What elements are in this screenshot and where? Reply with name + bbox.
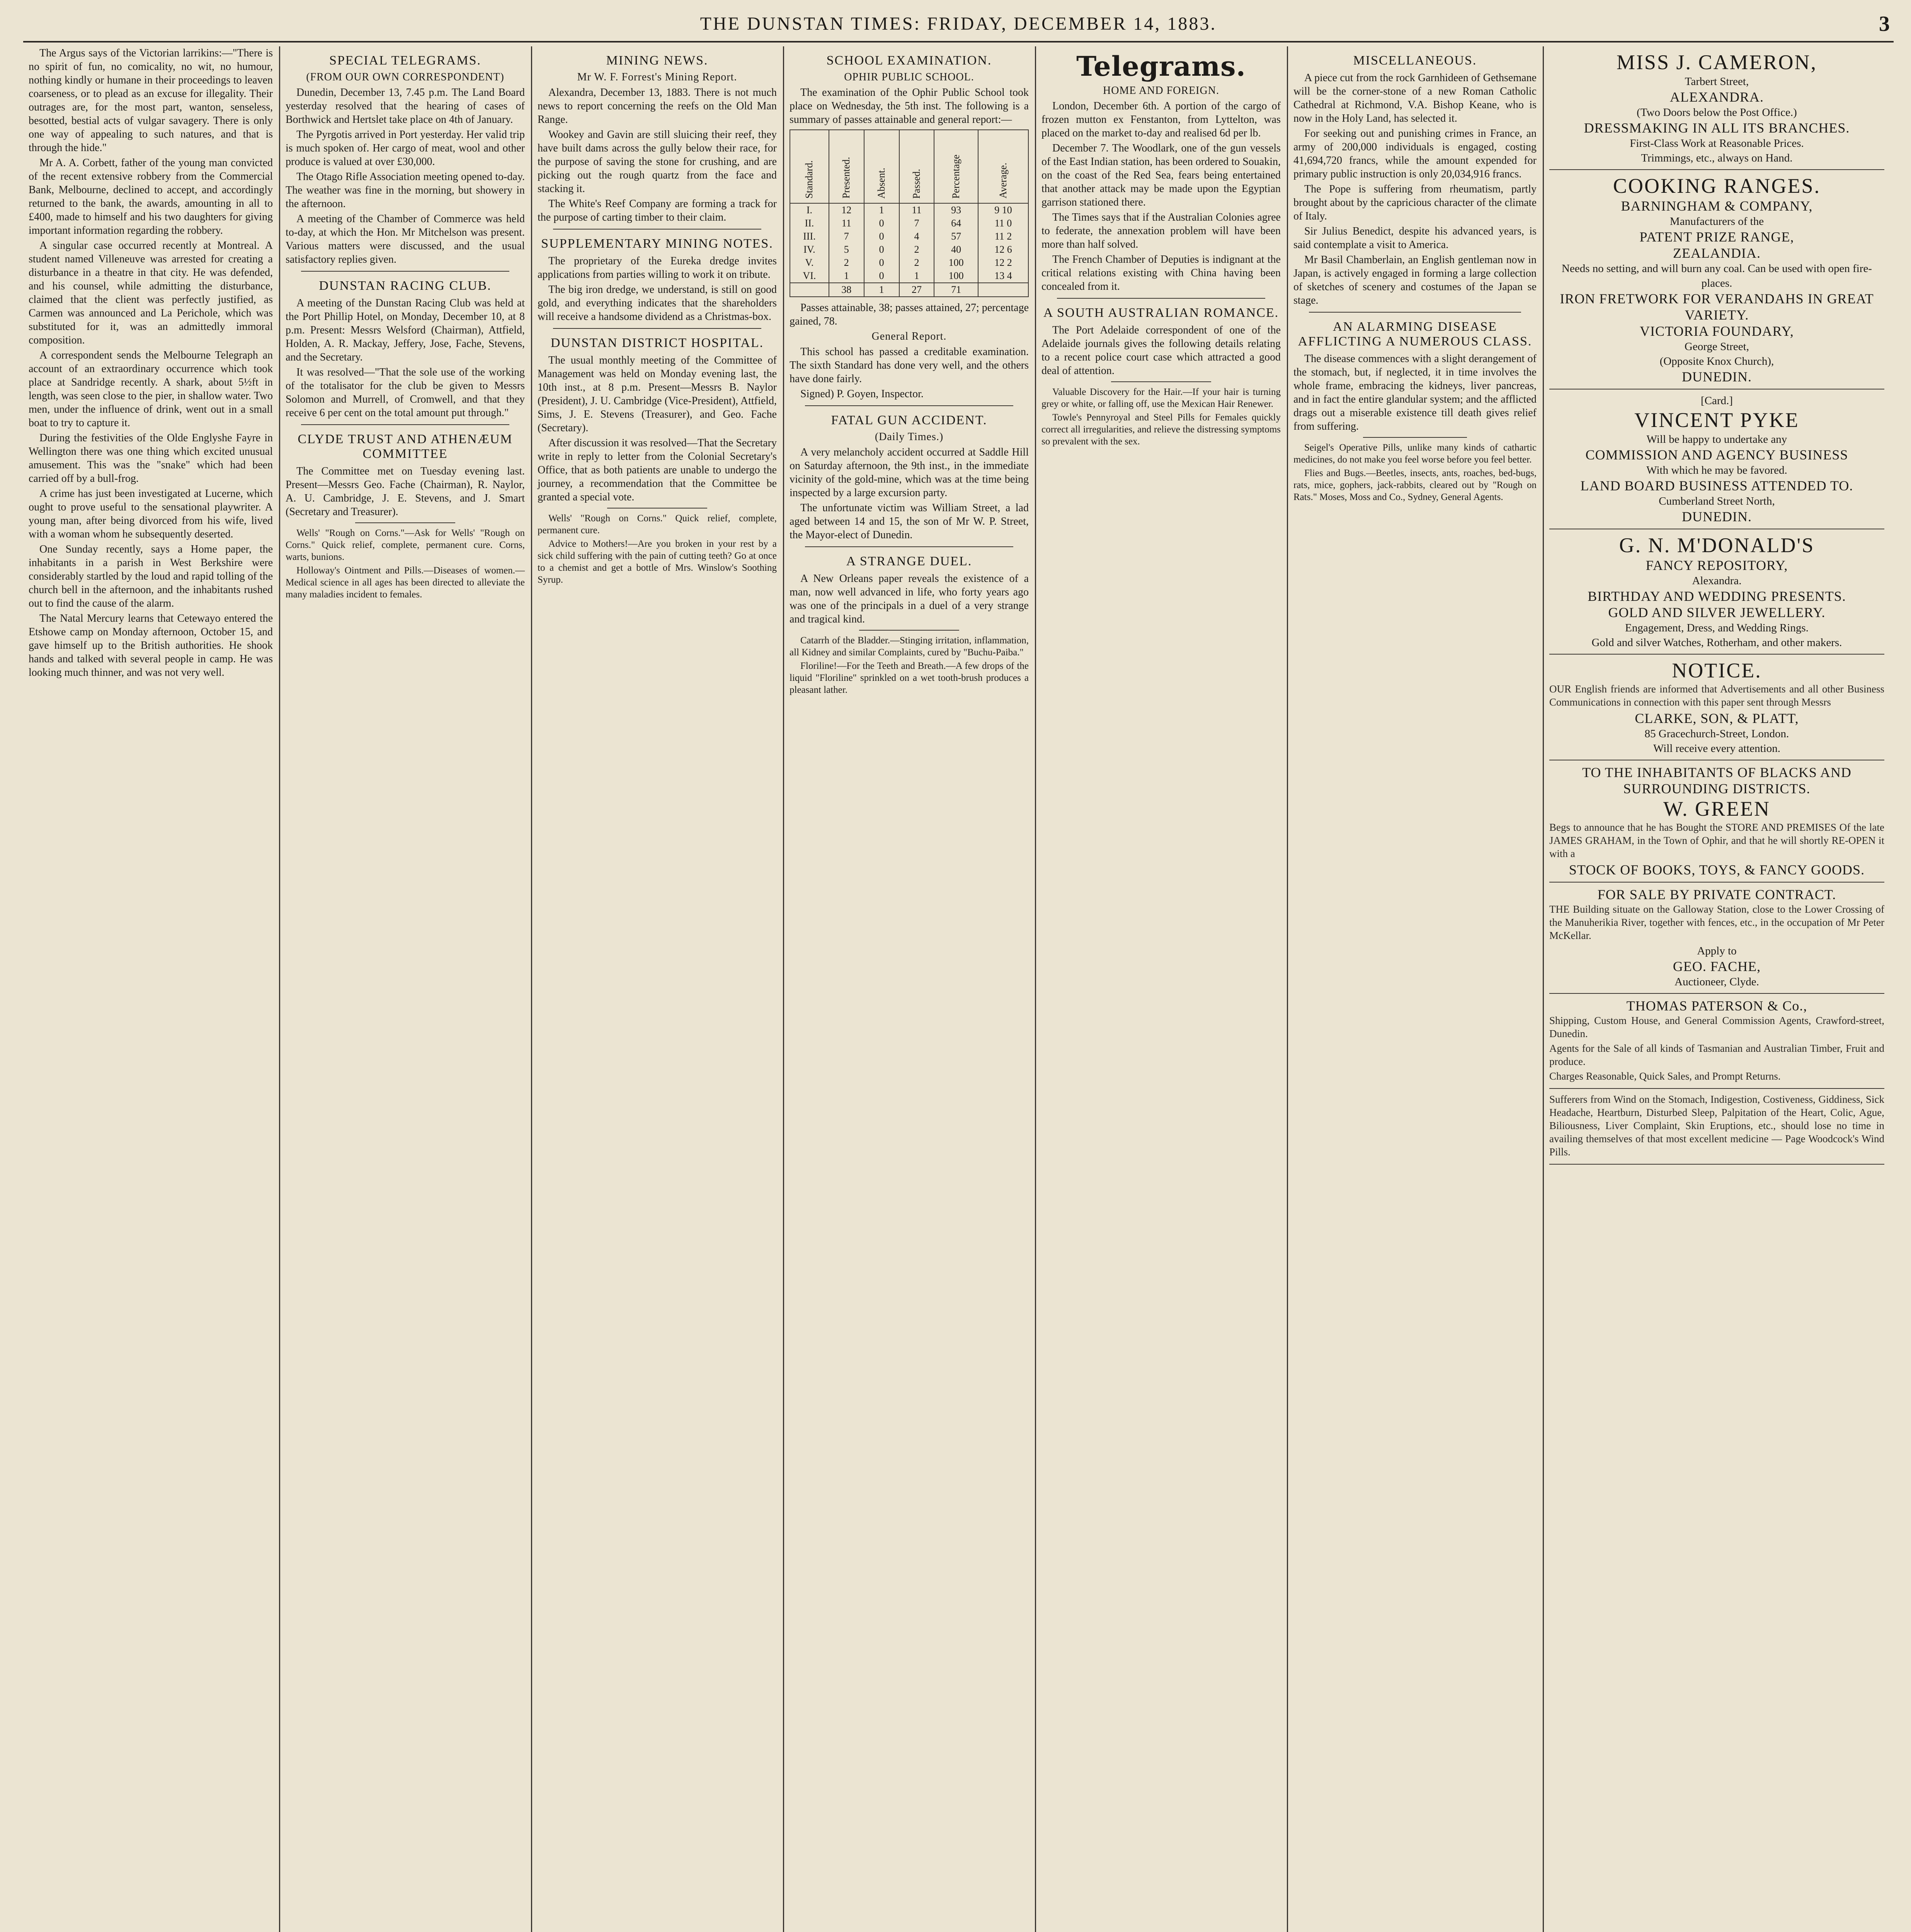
advert-line: Trimmings, etc., always on Hand. <box>1641 152 1793 164</box>
advert-heading: W. GREEN <box>1663 797 1770 820</box>
table-cell: I. <box>790 203 829 217</box>
table-header: Standard. <box>790 130 829 203</box>
advert-line: Auctioneer, Clyde. <box>1674 976 1759 988</box>
advert-wind-pills <box>1549 1089 1884 1165</box>
table-cell: 4 <box>899 230 934 243</box>
table-row <box>790 217 1028 230</box>
section-heading: AN ALARMING DISEASE AFFLICTING A NUMEROUS CLASS. <box>1298 320 1532 349</box>
table-row <box>790 243 1028 256</box>
table-cell: 100 <box>934 269 978 283</box>
table-cell: V. <box>790 256 829 269</box>
section-heading: MINING NEWS. <box>606 53 708 68</box>
advert-heading: THOMAS PATERSON & Co., <box>1626 998 1807 1014</box>
column-1 <box>23 46 278 1932</box>
article-paragraph: This school has passed a creditable examination. The sixth Standard has done very well, and the others have done fairly. <box>790 346 1029 385</box>
exam-results-table <box>790 129 1029 297</box>
article-paragraph: Mr A. A. Corbett, father of the young man convicted of the recent extensive robbery from the Commercial Bank, Melbourne, declined to accept, and accordingly returned to the bank, the awards, amounting in all to £400, made to himself and his two daughters for giving important information regarding the robbery. <box>29 157 273 236</box>
table-cell: III. <box>790 230 829 243</box>
article-paragraph: The French Chamber of Deputies is indignant at the critical relations existing with China having been concealed from it. <box>1041 253 1281 293</box>
table-cell: 11 <box>899 203 934 217</box>
section-heading: SUPPLEMENTARY MINING NOTES. <box>541 236 773 251</box>
table-cell: 2 <box>899 256 934 269</box>
divider <box>1363 437 1467 438</box>
advert-text: Sufferers from Wind on the Stomach, Indigestion, Costiveness, Giddiness, Sick Headache, Heartburn, Disturbed Sleep, Palpitation of the Heart, Colic, Ague, Biliousness, Liver Complaint, Skin Eruptions, etc., should lose no time in availing themselves of that most excellent medicine — Page Woodcock's Wind Pills. <box>1549 1094 1884 1158</box>
advert-line: Needs no setting, and will burn any coal. Can be used with open fire-places. <box>1562 262 1872 289</box>
advert-line: ALEXANDRA. <box>1670 89 1764 105</box>
advert-paragraph: Valuable Discovery for the Hair.—If your hair is turning grey or white, or falling off, use the Mexican Hair Renewer. <box>1041 387 1281 409</box>
table-cell: 13 4 <box>978 269 1028 283</box>
advert-line: Will receive every attention. <box>1653 742 1780 755</box>
table-cell: 0 <box>864 256 899 269</box>
section-heading: MISCELLANEOUS. <box>1353 53 1477 68</box>
table-header: Average. <box>978 130 1028 203</box>
advert-paragraph: Floriline!—For the Teeth and Breath.—A few drops of the liquid "Floriline" sprinkled on a wet tooth-brush produces a pleasant lather. <box>790 661 1029 695</box>
article-paragraph: A New Orleans paper reveals the existence of a man, now well advanced in life, who forty years ago was one of the principals in a duel of a very strange and tragical kind. <box>790 573 1029 625</box>
advert-line: DRESSMAKING IN ALL ITS BRANCHES. <box>1584 120 1850 136</box>
divider <box>301 424 509 425</box>
advert-line: CLARKE, SON, & PLATT, <box>1635 711 1799 726</box>
divider <box>805 546 1013 547</box>
table-row <box>790 203 1028 217</box>
advert-line: BARNINGHAM & COMPANY, <box>1621 198 1813 214</box>
section-subheading: Mr W. F. Forrest's Mining Report. <box>577 71 737 83</box>
table-cell: 1 <box>864 203 899 217</box>
advert-paragraph: Catarrh of the Bladder.—Stinging irritation, inflammation, all Kidney and similar Complaints, cured by "Buchu-Paiba." <box>790 635 1029 658</box>
masthead <box>23 8 1894 43</box>
table-header: Absent. <box>864 130 899 203</box>
table-cell: 100 <box>934 256 978 269</box>
divider <box>355 522 455 523</box>
advert-paragraph: Wells' "Rough on Corns." Quick relief, complete, permanent cure. <box>538 513 777 536</box>
advert-line: STOCK OF BOOKS, TOYS, & FANCY GOODS. <box>1569 862 1865 878</box>
table-cell: 0 <box>864 243 899 256</box>
advert-paragraph: Seigel's Operative Pills, unlike many kinds of cathartic medicines, do not make you feel worse before you feel better. <box>1293 442 1537 465</box>
article-paragraph: Wookey and Gavin are still sluicing their reef, they have built dams across the gully below their race, for the purpose of saving the stone for crushing, and are picking out the rough quartz from the face and stacking it. <box>538 129 777 195</box>
article-paragraph: One Sunday recently, says a Home paper, the inhabitants in a parish in West Berkshire were considerably startled by the loud and rapid tolling of the church bell in the afternoon, and the inhabitants rushed out to find the cause of the alarm. <box>29 543 273 609</box>
column-7-advertisements <box>1543 46 1890 1932</box>
advert-line: DUNEDIN. <box>1682 369 1752 384</box>
article-paragraph: The Argus says of the Victorian larrikins:—"There is no spirit of fun, no comicality, no wit, no humour, nothing kindly or humane in their proceedings to leaven coarseness, or to plead as an excuse for illegality. Their outrages are, for the most part, wanton, senseless, besotted, bestial acts of vulgar savagery. There is only one way of appealing to such natures, and that is through the hide." <box>29 47 273 154</box>
advert-line: Will be happy to undertake any <box>1646 433 1787 446</box>
table-cell: II. <box>790 217 829 230</box>
table-cell: 12 6 <box>978 243 1028 256</box>
article-paragraph: The Port Adelaide correspondent of one of the Adelaide journals gives the following details relating to a recent police court case which attracted a good deal of attention. <box>1041 324 1281 377</box>
advert-heading: MISS J. CAMERON, <box>1616 51 1817 74</box>
section-heading: SCHOOL EXAMINATION. <box>826 53 992 68</box>
table-header: Presented. <box>829 130 864 203</box>
article-paragraph: Passes attainable, 38; passes attained, 27; percentage gained, 78. <box>790 302 1029 327</box>
advert-line: Cumberland Street North, <box>1659 495 1775 507</box>
page-number: 3 <box>1879 12 1890 36</box>
advert-line: BIRTHDAY AND WEDDING PRESENTS. <box>1588 588 1846 604</box>
article-paragraph: A meeting of the Dunstan Racing Club was held at the Port Phillip Hotel, on Monday, December 10, at 8 p.m. Present: Messrs Welsford (Chairman), Attfield, Holden, A. R. Mackay, Jeffery, Jose, Fache, Stevens, and the Secretary. <box>286 297 525 363</box>
table-cell: 2 <box>899 243 934 256</box>
article-paragraph: The examination of the Ophir Public School took place on Wednesday, the 5th inst. The following is a summary of passes attainable and general report:— <box>790 87 1029 126</box>
advert-text: THE Building situate on the Galloway Station, close to the Lower Crossing of the Manuherikia River, together with fences, etc., in the occupation of Mr Peter McKellar. <box>1549 903 1884 941</box>
section-subheading: OPHIR PUBLIC SCHOOL. <box>844 71 974 83</box>
article-paragraph: The proprietary of the Eureka dredge invites applications from parties willing to work it on tribute. <box>538 255 777 281</box>
table-cell <box>978 283 1028 297</box>
advert-heading: COOKING RANGES. <box>1613 174 1821 197</box>
column-3 <box>531 46 782 1932</box>
section-heading: DUNSTAN DISTRICT HOSPITAL. <box>550 336 764 350</box>
advert-line: First-Class Work at Reasonable Prices. <box>1630 137 1804 150</box>
divider <box>859 630 959 631</box>
section-heading: A STRANGE DUEL. <box>846 554 972 568</box>
advert-line: TO THE INHABITANTS OF BLACKS AND SURROUNDING DISTRICTS. <box>1582 765 1851 796</box>
section-subheading: (Daily Times.) <box>875 431 944 443</box>
table-cell: 1 <box>899 269 934 283</box>
column-2 <box>279 46 530 1932</box>
article-paragraph: The unfortunate victim was William Street, a lad aged between 14 and 15, the son of Mr W. P. Street, the Mayor-elect of Dunedin. <box>790 502 1029 541</box>
advert-cameron <box>1549 46 1884 170</box>
article-paragraph: The Otago Rifle Association meeting opened to-day. The weather was fine in the morning, but showery in the afternoon. <box>286 171 525 210</box>
divider <box>1111 381 1211 382</box>
advert-for-sale <box>1549 883 1884 994</box>
table-cell: 7 <box>829 230 864 243</box>
advert-line: VICTORIA FOUNDARY, <box>1640 323 1794 339</box>
table-cell: 1 <box>864 283 899 297</box>
article-paragraph: A meeting of the Chamber of Commerce was held to-day, at which the Hon. Mr Mitchelson was present. Various matters were discussed, and the usual satisfactory replies given. <box>286 213 525 265</box>
signature: Signed) P. Goyen, Inspector. <box>800 388 924 400</box>
table-cell: 64 <box>934 217 978 230</box>
table-cell: 11 <box>829 217 864 230</box>
table-cell: 0 <box>864 230 899 243</box>
table-cell: 0 <box>864 217 899 230</box>
table-cell: 11 2 <box>978 230 1028 243</box>
advert-line: Alexandra. <box>1692 575 1742 587</box>
advert-vincent-pyke <box>1549 389 1884 529</box>
article-paragraph: During the festivities of the Olde Englyshe Fayre in Wellington there was one thing which excited unusual amusement. This was the "snake" which had been carried off by a bull-frog. <box>29 432 273 485</box>
section-subheading: (FROM OUR OWN CORRESPONDENT) <box>306 71 504 83</box>
advert-line: DUNEDIN. <box>1682 509 1752 524</box>
divider <box>805 405 1013 406</box>
table-cell: 12 <box>829 203 864 217</box>
article-paragraph: The Times says that if the Australian Colonies agree to federate, the annexation problem will have been more than half solved. <box>1041 211 1281 250</box>
divider <box>1057 298 1265 299</box>
advert-line: (Opposite Knox Church), <box>1659 355 1774 367</box>
advert-text: OUR English friends are informed that Advertisements and all other Business Communications in connection with this paper sent through Messrs <box>1549 683 1884 708</box>
advert-mdonald <box>1549 529 1884 655</box>
table-cell: 1 <box>829 269 864 283</box>
advert-line: GEO. FACHE, <box>1673 959 1761 974</box>
advert-line: COMMISSION AND AGENCY BUSINESS <box>1585 447 1848 463</box>
advert-line: (Two Doors below the Post Office.) <box>1637 106 1797 119</box>
advert-line: ZEALANDIA. <box>1673 245 1761 261</box>
advert-line: Tarbert Street, <box>1685 75 1749 88</box>
divider <box>301 271 509 272</box>
table-row <box>790 269 1028 283</box>
column-5 <box>1035 46 1286 1932</box>
article-paragraph: It was resolved—"That the sole use of the working of the totalisator for the club be given to Messrs Solomon and Murrell, of Cromwell, and that they receive 6 per cent on the total amount put through." <box>286 366 525 419</box>
article-paragraph: A correspondent sends the Melbourne Telegraph an account of an extraordinary occurrence which took place at Sandridge recently. A shark, about 5½ft in length, was seen close to the pier, in shallow water. Two men, under the influence of drink, went out in a small boat to try to capture it. <box>29 349 273 429</box>
table-cell: 9 10 <box>978 203 1028 217</box>
divider <box>607 508 707 509</box>
article-paragraph: The Pope is suffering from rheumatism, partly brought about by the capricious character of the climate of Italy. <box>1293 183 1537 222</box>
table-cell: 38 <box>829 283 864 297</box>
advert-paragraph: Towle's Pennyroyal and Steel Pills for Females quickly correct all irregularities, and relieve the distressing symptoms so prevalent with the sex. <box>1041 412 1281 447</box>
article-paragraph: The disease commences with a slight derangement of the stomach, but, if neglected, it in time involves the whole frame, embracing the kidneys, liver pancreas, and in fact the entire glandular system; and the afflicted drags out a miserable existence till death gives relief from suffering. <box>1293 353 1537 432</box>
advert-line: IRON FRETWORK FOR VERANDAHS IN GREAT VARIETY. <box>1560 291 1874 323</box>
article-paragraph: Dunedin, December 13, 7.45 p.m. The Land Board yesterday resolved that the hearing of cases of Borthwick and Hertslet take place on 4th of January. <box>286 87 525 126</box>
table-cell: 2 <box>829 256 864 269</box>
section-heading: CLYDE TRUST AND ATHENÆUM COMMITTEE <box>298 432 513 461</box>
advert-line: Manufacturers of the <box>1669 215 1764 228</box>
advert-text: Charges Reasonable, Quick Sales, and Prompt Returns. <box>1549 1070 1781 1082</box>
table-cell: 57 <box>934 230 978 243</box>
table-cell: 7 <box>899 217 934 230</box>
divider <box>553 328 761 329</box>
divider <box>1309 312 1521 313</box>
table-header: Percentage <box>934 130 978 203</box>
table-cell: 71 <box>934 283 978 297</box>
article-paragraph: Mr Basil Chamberlain, an English gentleman now in Japan, is actively engaged in forming a large collection of sketches of scenery and costumes of the Japan se stage. <box>1293 254 1537 306</box>
section-heading: Telegrams. <box>1076 50 1246 82</box>
advert-line: With which he may be favored. <box>1646 464 1787 476</box>
advert-line: [Card.] <box>1701 395 1733 407</box>
article-paragraph: The White's Reef Company are forming a track for the purpose of carting timber to their claim. <box>538 198 777 223</box>
section-heading: SPECIAL TELEGRAMS. <box>329 53 482 68</box>
advert-heading: VINCENT PYKE <box>1634 408 1799 432</box>
article-paragraph: A piece cut from the rock Garnhideen of Gethsemane will be the corner-stone of a new Roman Catholic Cathedral at Richmond, V.A. Bishop Keane, who is now in the Holy Land, has selected it. <box>1293 72 1537 124</box>
table-row <box>790 230 1028 243</box>
advert-line: PATENT PRIZE RANGE, <box>1639 229 1794 245</box>
advert-cooking-ranges <box>1549 170 1884 389</box>
article-paragraph: The big iron dredge, we understand, is still on good gold, and everything indicates that the shareholders will receive a handsome dividend as a Christmas-box. <box>538 284 777 323</box>
section-subheading: General Report. <box>871 330 947 342</box>
table-row <box>790 256 1028 269</box>
table-total-row <box>790 283 1028 297</box>
advert-paragraph: Wells' "Rough on Corns."—Ask for Wells' "Rough on Corns." Quick relief, complete, permanent cure. Corns, warts, bunions. <box>286 528 525 562</box>
article-paragraph: December 7. The Woodlark, one of the gun vessels of the East Indian station, has been ordered to Souakin, on the coast of the Red Sea, fears being entertained that another attack may be made upon the Egyptian garrison stationed there. <box>1041 142 1281 208</box>
divider <box>553 229 761 230</box>
article-paragraph: The usual monthly meeting of the Committee of Management was held on Monday evening last, the 10th inst., at 8 p.m. Present—Messrs B. Naylor (President), J. U. Cambridge (Vice-President), Attfield, Sims, J. E. Stevens (Treasurer), and Geo. Fache (Secretary). <box>538 354 777 434</box>
advert-notice <box>1549 655 1884 760</box>
article-paragraph: The Pyrgotis arrived in Port yesterday. Her valid trip is much spoken of. Her cargo of meat, wool and other produce is valued at over £30,000. <box>286 129 525 168</box>
table-cell: IV. <box>790 243 829 256</box>
article-paragraph: A singular case occurred recently at Montreal. A student named Villeneuve was arrested for creating a disturbance in a theatre in that city. He was defended, and his counsel, while admitting the disturbance, claimed that the client was perfectly justified, as Carmen was announced and La Perichole, which was substituted for it, was an admittedly immoral composition. <box>29 240 273 346</box>
advert-line: Gold and silver Watches, Rotherham, and other makers. <box>1591 636 1842 649</box>
advert-paragraph: Advice to Mothers!—Are you broken in your rest by a sick child suffering with the pain of cutting teeth? Go at once to a chemist and get a bottle of Mrs. Winslow's Soothing Syrup. <box>538 539 777 585</box>
advert-line: Apply to <box>1697 945 1737 957</box>
advert-line: GOLD AND SILVER JEWELLERY. <box>1608 605 1826 620</box>
section-heading: FATAL GUN ACCIDENT. <box>831 413 987 427</box>
article-paragraph: After discussion it was resolved—That the Secretary write in reply to letter from the Colonial Secretary's Office, that as both patients are unable to undergo the journey, a recommendation that the Committee be granted a special vote. <box>538 437 777 503</box>
masthead-title: THE DUNSTAN TIMES: FRIDAY, DECEMBER 14, 1883. <box>700 14 1217 34</box>
article-paragraph: Sir Julius Benedict, despite his advanced years, is said contemplate a visit to America. <box>1293 225 1537 251</box>
advert-text: Begs to announce that he has Bought the STORE AND PREMISES Of the late JAMES GRAHAM, in the Town of Ophir, and that he will shortly RE-OPEN it with a <box>1549 821 1884 859</box>
table-cell: 0 <box>864 269 899 283</box>
article-paragraph: A very melancholy accident occurred at Saddle Hill on Saturday afternoon, the 9th inst., in the immediate vicinity of the gold-mine, which was at the time being inspected by a large excursion party. <box>790 446 1029 499</box>
table-cell: 40 <box>934 243 978 256</box>
table-cell: 5 <box>829 243 864 256</box>
table-cell: 27 <box>899 283 934 297</box>
article-paragraph: For seeking out and punishing crimes in France, an army of 200,000 individuals is engaged, costing 41,694,720 francs, while the amount expended for primary public instruction is only 20,034,916 francs. <box>1293 128 1537 180</box>
advert-line: FANCY REPOSITORY, <box>1646 558 1788 573</box>
advert-line: Engagement, Dress, and Wedding Rings. <box>1625 622 1809 634</box>
advert-paragraph: Holloway's Ointment and Pills.—Diseases of women.—Medical science in all ages has been directed to alleviate the many maladies incident to females. <box>286 565 525 600</box>
column-6 <box>1287 46 1542 1932</box>
table-header-row <box>790 130 1028 203</box>
advert-line: LAND BOARD BUSINESS ATTENDED TO. <box>1580 478 1853 493</box>
section-heading: A SOUTH AUSTRALIAN ROMANCE. <box>1043 306 1279 320</box>
advert-text: Agents for the Sale of all kinds of Tasmanian and Australian Timber, Fruit and produce. <box>1549 1043 1884 1067</box>
article-paragraph: The Natal Mercury learns that Cetewayo entered the Etshowe camp on Monday afternoon, October 15, and gave himself up to the British authorities. He shook hands and talked with several people in camp. He was looking much thinner, and was not very well. <box>29 612 273 679</box>
article-paragraph: The Committee met on Tuesday evening last. Present—Messrs Geo. Fache (Chairman), R. Naylor, A. U. Cambridge, J. E. Stevens, and J. Smart (Secretary and Treasurer). <box>286 465 525 518</box>
table-cell <box>790 283 829 297</box>
table-cell: 12 2 <box>978 256 1028 269</box>
article-paragraph: London, December 6th. A portion of the cargo of frozen mutton ex Fenstanton, from Lyttelton, was placed on the market to-day and realised 6d per lb. <box>1041 100 1281 139</box>
table-cell: 11 0 <box>978 217 1028 230</box>
section-heading: DUNSTAN RACING CLUB. <box>319 279 492 293</box>
section-subheading: HOME AND FOREIGN. <box>1103 85 1219 97</box>
table-header: Passed. <box>899 130 934 203</box>
table-cell: VI. <box>790 269 829 283</box>
advert-w-green <box>1549 760 1884 883</box>
advert-heading: G. N. M'DONALD'S <box>1619 534 1815 557</box>
article-paragraph: Alexandra, December 13, 1883. There is not much news to report concerning the reefs on the Old Man Range. <box>538 87 777 126</box>
advert-paterson <box>1549 994 1884 1089</box>
advert-heading: FOR SALE BY PRIVATE CONTRACT. <box>1597 887 1836 902</box>
advert-line: George Street, <box>1685 340 1749 353</box>
advert-text: Shipping, Custom House, and General Commission Agents, Crawford-street, Dunedin. <box>1549 1015 1884 1039</box>
article-paragraph: A crime has just been investigated at Lucerne, which ought to prove useful to the sensational playwriter. A young man, after being divorced from his wife, lived with a woman whom he subsequently deserted. <box>29 488 273 540</box>
table-cell: 93 <box>934 203 978 217</box>
advert-heading: NOTICE. <box>1672 659 1762 682</box>
advert-line: 85 Gracechurch-Street, London. <box>1644 728 1789 740</box>
advert-paragraph: Flies and Bugs.—Beetles, insects, ants, roaches, bed-bugs, rats, mice, gophers, jack-rabbits, cleared out by "Rough on Rats." Moses, Moss and Co., Sydney, General Agents. <box>1293 468 1537 502</box>
column-4 <box>783 46 1034 1932</box>
